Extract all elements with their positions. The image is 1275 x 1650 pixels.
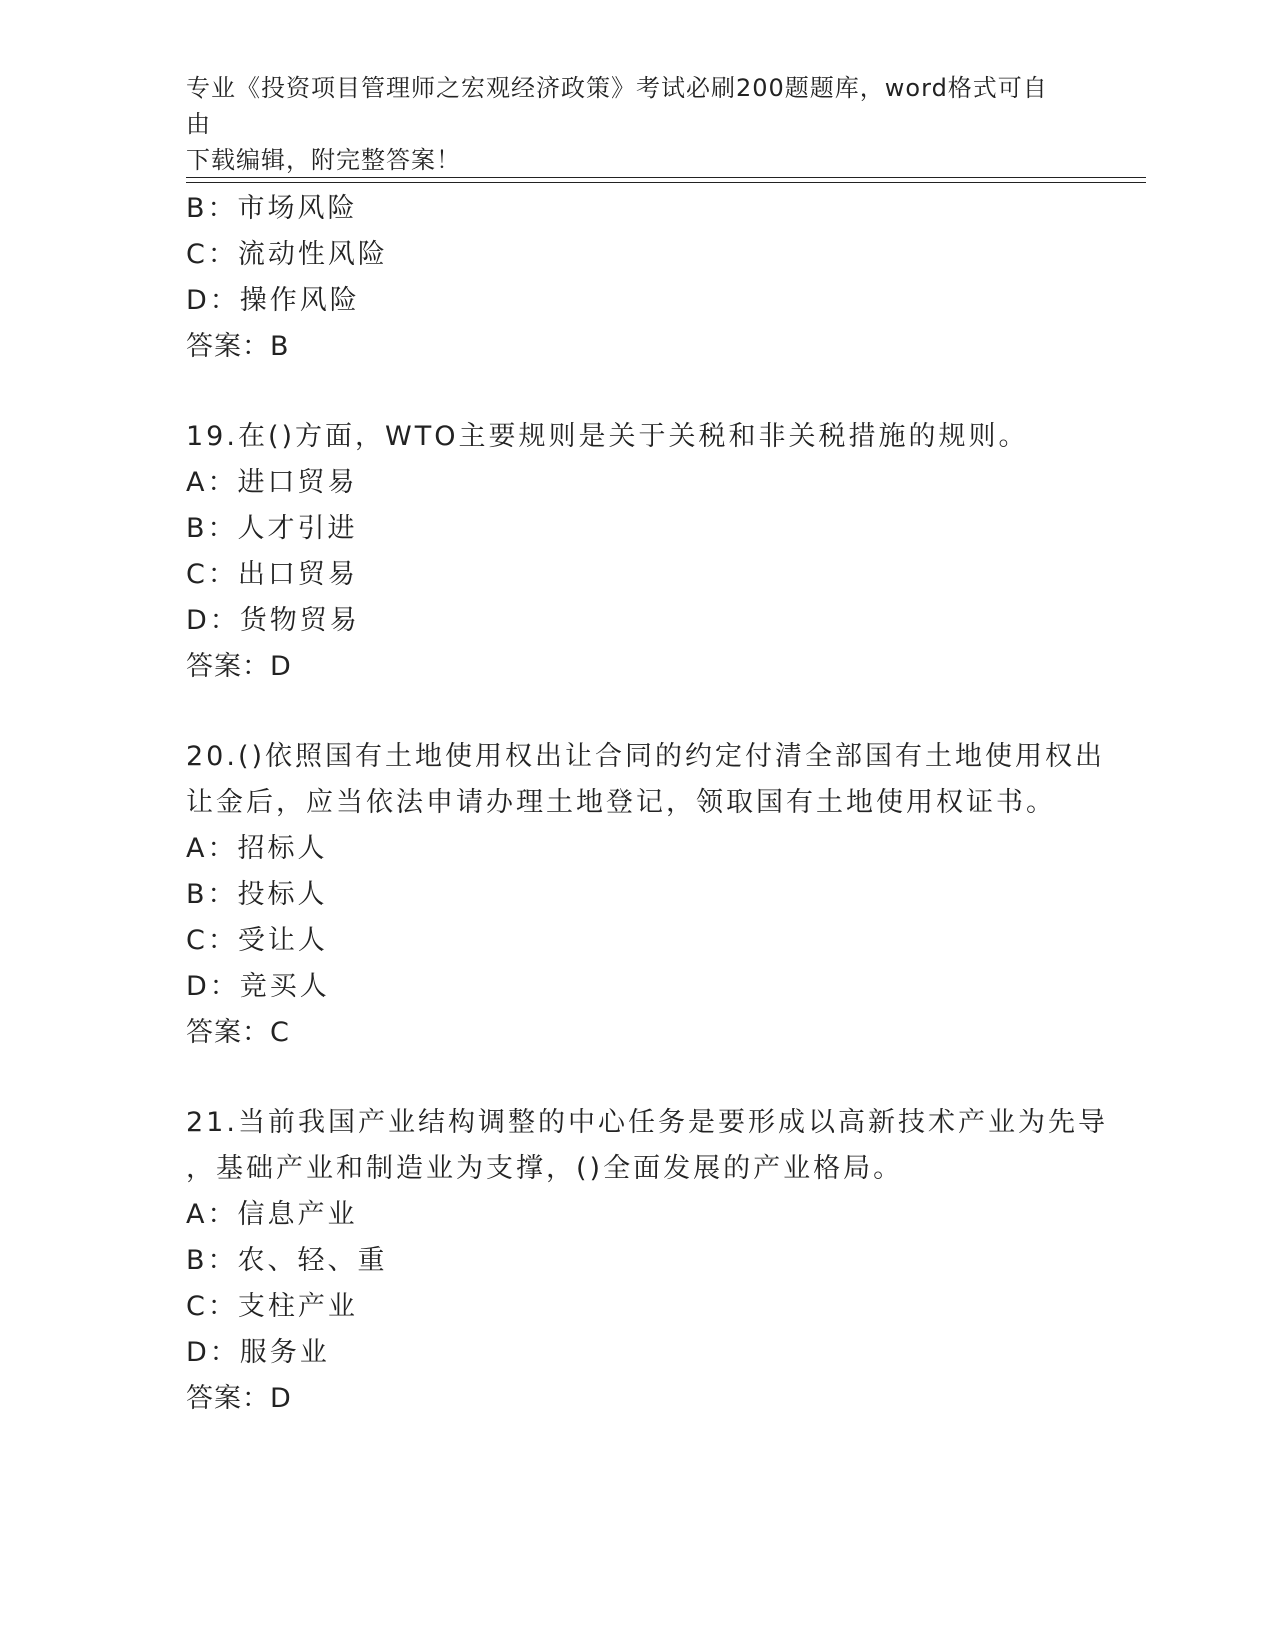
option-c: C：出口贸易 (186, 559, 358, 590)
option-d: D：服务业 (186, 1337, 330, 1368)
option-c: C：流动性风险 (186, 239, 388, 270)
question-stem-line-2: 让金后，应当依法申请办理土地登记，领取国有土地使用权证书。 (186, 787, 1056, 818)
option-d: D：货物贸易 (186, 605, 360, 636)
question-20 (186, 734, 1106, 1056)
option-a: A：信息产业 (186, 1199, 358, 1230)
header-line-2: 下载编辑，附完整答案！ (186, 146, 461, 174)
answer-line: 答案：C (186, 1017, 290, 1048)
question-stem-line-1: 20.()依照国有土地使用权出让合同的约定付清全部国有土地使用权出 (186, 741, 1106, 772)
question-21 (186, 1100, 1108, 1422)
option-d: D：操作风险 (186, 285, 360, 316)
document-body (186, 186, 1108, 1422)
answer-line: 答案：D (186, 1383, 292, 1414)
option-b: B：市场风险 (186, 193, 358, 224)
option-c: C：支柱产业 (186, 1291, 358, 1322)
question-stem-line-1: 21.当前我国产业结构调整的中心任务是要形成以高新技术产业为先导 (186, 1107, 1108, 1138)
header-divider-top (186, 177, 1146, 178)
question-stem-line-2: ，基础产业和制造业为支撑，()全面发展的产业格局。 (186, 1153, 904, 1184)
option-a: A：招标人 (186, 833, 328, 864)
option-a: A：进口贸易 (186, 467, 358, 498)
answer-line: 答案：D (186, 651, 292, 682)
option-b: B：农、轻、重 (186, 1245, 388, 1276)
option-d: D：竞买人 (186, 971, 330, 1002)
header-divider-bottom (186, 182, 1146, 183)
document-header (186, 70, 1066, 178)
question-stem: 19.在()方面，WTO主要规则是关于关税和非关税措施的规则。 (186, 421, 1029, 452)
option-b: B：人才引进 (186, 513, 358, 544)
answer-line: 答案：B (186, 331, 290, 362)
option-b: B：投标人 (186, 879, 328, 910)
question-18-partial (186, 186, 1086, 370)
option-c: C：受让人 (186, 925, 328, 956)
header-line-1: 专业《投资项目管理师之宏观经济政策》考试必刷200题题库，word格式可自由 (186, 74, 1048, 138)
question-19 (186, 414, 1086, 690)
